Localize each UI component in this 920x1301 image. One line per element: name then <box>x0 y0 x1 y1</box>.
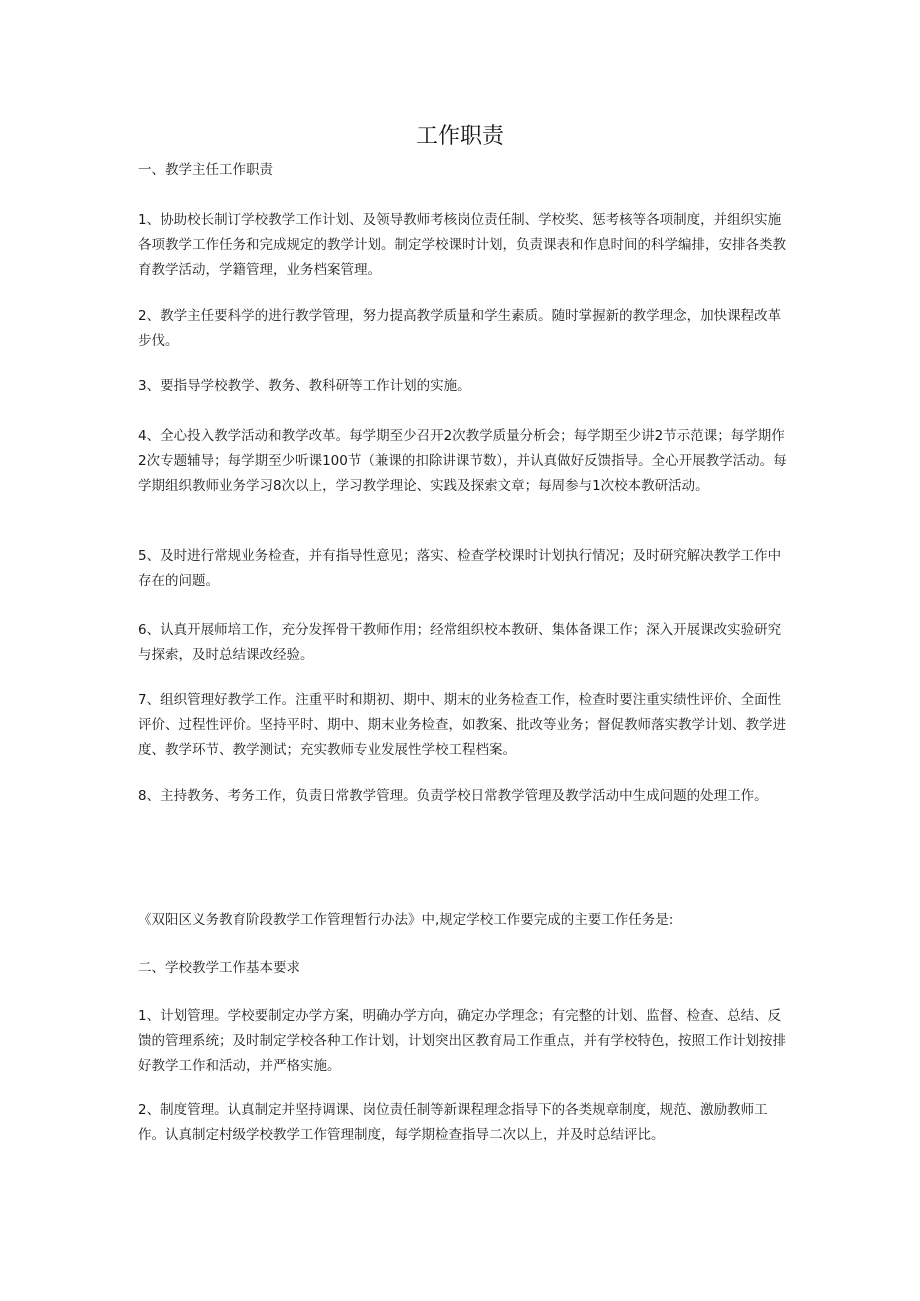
regulation-intro-line: 《双阳区义务教育阶段教学工作管理暂行办法》中,规定学校工作要完成的主要工作任务是: <box>138 912 674 928</box>
section1-item-2: 2、教学主任要科学的进行教学管理，努力提高教学质量和学生素质。随时掌握新的教学理念，加快课程改革步伐。 <box>138 308 782 349</box>
section2-item-1: 1、计划管理。学校要制定办学方案，明确办学方向，确定办学理念；有完整的计划、监督、检查、总结、反馈的管理系统；及时制定学校各种工作计划，计划突出区教育局工作重点，并有学校特色，按照工作计划按排好教学工作和活动，并严格实施。 <box>138 1008 786 1074</box>
section1-item-7: 7、组织管理好教学工作。注重平时和期初、期中、期末的业务检查工作，检查时要注重实绩性评价、全面性评价、过程性评价。坚持平时、期中、期末业务检查，如教案、批改等业务；督促教师落实教学计划、教学进度、教学环节、教学测试；充实教师专业发展性学校工程档案。 <box>138 692 786 758</box>
section2-item-2: 2、制度管理。认真制定并坚持调课、岗位责任制等新课程理念指导下的各类规章制度，规范、激励教师工作。认真制定村级学校教学工作管理制度，每学期检查指导二次以上，并及时总结评比。 <box>138 1102 768 1143</box>
section1-item-6: 6、认真开展师培工作，充分发挥骨干教师作用；经常组织校本教研、集体备课工作；深入开展课改实验研究与探索，及时总结课改经验。 <box>138 622 782 663</box>
section1-heading: 一、教学主任工作职责 <box>138 162 273 178</box>
section1-item-3: 3、要指导学校教学、教务、教科研等工作计划的实施。 <box>138 378 471 394</box>
section1-item-1: 1、协助校长制订学校教学工作计划、及领导教师考核岗位责任制、学校奖、惩考核等各项制度，并组织实施各项教学工作任务和完成规定的教学计划。制定学校课时计划，负责课表和作息时间的科学编排，安排各类教育教学活动，学籍管理，业务档案管理。 <box>138 212 786 278</box>
page-title: 工作职责 <box>415 124 504 149</box>
section1-item-8: 8、主持教务、考务工作，负责日常教学管理。负责学校日常教学管理及教学活动中生成问题的处理工作。 <box>138 788 768 804</box>
section1-item-5: 5、及时进行常规业务检查，并有指导性意见；落实、检查学校课时计划执行情况；及时研究解决教学工作中存在的问题。 <box>138 548 782 589</box>
section2-heading: 二、学校教学工作基本要求 <box>138 960 300 976</box>
section1-item-4: 4、全心投入教学活动和教学改革。每学期至少召开2次教学质量分析会；每学期至少讲2节示范课；每学期作2次专题辅导；每学期至少听课100节（兼课的扣除讲课节数），并认真做好反馈指导。全心开展教学活动。每学期组织教师业务学习8次以上，学习教学理论、实践及探索文章；每周参与1次校本教研活动。 <box>138 428 787 494</box>
